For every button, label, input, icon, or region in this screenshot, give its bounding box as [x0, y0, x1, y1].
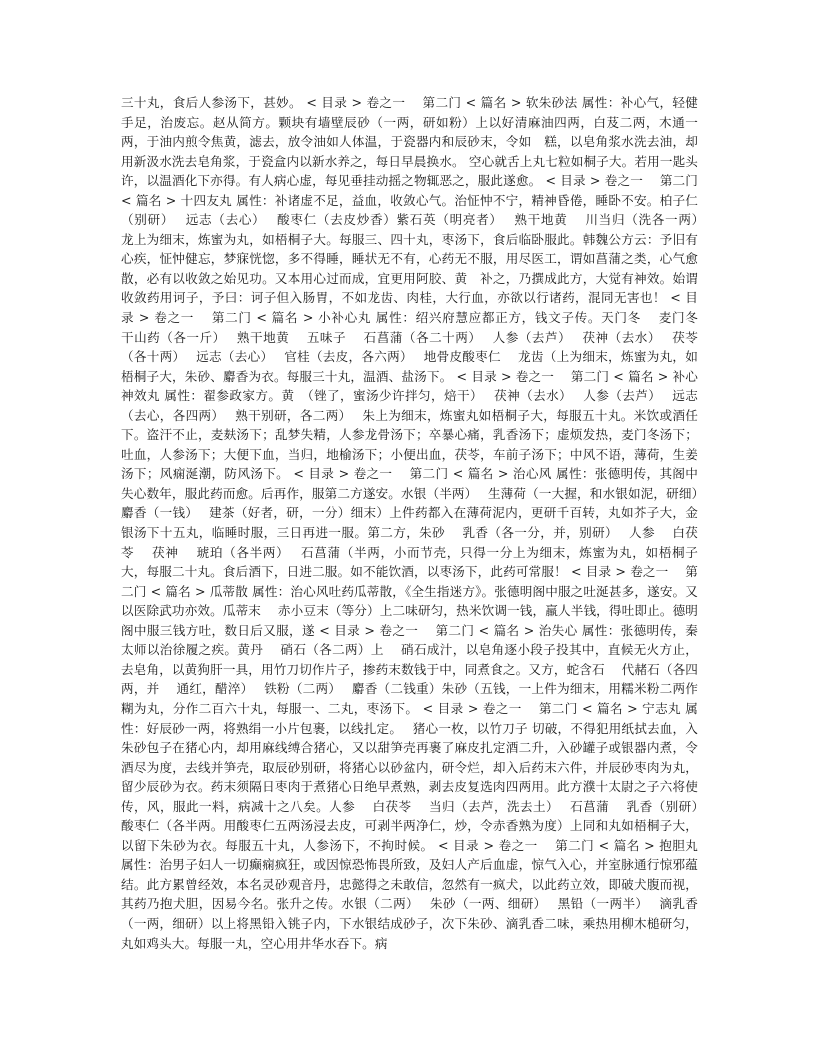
body-text: 三十丸，食后人参汤下，甚妙。 < 目录 > 卷之一 第二门 < 篇名 > 软朱砂法 属性：补心气，轻健手足，治废忘。赵从简方。颗块有墙壁辰砂（一两，研如粉）上以好清麻油四两，白芨二两，木通一两，于油内煎令焦黄，滤去，放令油如人体温，于瓷器内和辰砂末，令如 糕，以皂角浆水洗去油，却用新汲水洗去皂角浆，于瓷盒内以新水养之，每日早晨换水。 空心就舌上丸七粒如桐子大。若用一匙头许，以温酒化下亦得。有人病心虚，每见垂挂动摇之物辄恶之，服此遂愈。 < 目录 > 卷之一 第二门 < 篇名 > 十四友丸 属性：补诸虚不足，益血，收敛心气。治怔忡不宁，精神昏倦，睡卧不安。柏子仁（别研） 远志（去心） 酸枣仁（去皮炒香）紫石英（明亮者） 熟干地黄 川当归（洗各一两） 龙上为细末，炼蜜为丸，如梧桐子大。每服三、四十丸，枣汤下，食后临卧服此。韩魏公方云：予旧有心疾，怔忡健忘，梦寐恍惚，多不得睡，睡状无不有，心药无不服，用尽医工，谓如菖蒲之类，心气愈散，必有以收敛之始见功。又本用心过而成，宜更用阿胶、黄 补之，乃撰成此方，大觉有神效。始谓收敛药用诃子，予曰：诃子但入肠胃，不如龙齿、肉桂，大行血，亦欲以行诸药，混同无害也！ < 目录 > 卷之一 第二门 < 篇名 > 小补心丸 属性：绍兴府慧应都正方，钱文子传。天门冬 麦门冬 干山药（各一斤） 熟干地黄 五味子 石菖蒲（各二十两） 人参（去芦） 茯神（去水） 茯苓（各十两） 远志（去心） 官桂（去皮，各六两） 地骨皮酸枣仁 龙齿（上为细末，炼蜜为丸，如梧桐子大，朱砂、麝香为衣。每服三十丸，温酒、盐汤下。 < 目录 > 卷之一 第二门 < 篇名 > 补心神效丸 属性：翟参政家方。黄 （锉了，蜜汤少许拌匀，焙干） 茯神（去水） 人参（去芦） 远志（去心，各四两） 熟干别研，各二两） 朱上为细末，炼蜜丸如梧桐子大，每服五十丸。米饮或酒任下。盗汗不止，麦麸汤下；乱梦失精，人参龙骨汤下；卒暴心痛，乳香汤下；虚烦发热，麦门冬汤下；吐血，人参汤下；大便下血，当归，地榆汤下；小便出血，茯苓，车前子汤下；中风不语，薄荷，生姜汤下；风痫涎潮，防风汤下。 < 目录 > 卷之一 第二门 < 篇名 > 治心风 属性：张德明传，其阁中失心数年，服此药而愈。后再作，服第二方遂安。水银（半两） 生薄荷（一大握，和水银如泥，研细） 麝香（一钱） 建茶（好者，研，一分）细末）上件药都入在薄荷泥内，更研千百转，丸如芥子大，金银汤下十五丸，临睡时服，三日再进一服。第二方，朱砂 乳香（各一分，并，别研） 人参 白茯苓 茯神 琥珀（各半两） 石菖蒲（半两，小而节壳，只得一分上为细末，炼蜜为丸，如梧桐子大，每服二十丸。食后酒下，日进二服。如不能饮酒，以枣汤下，此药可常服！ < 目录 > 卷之一 第二门 < 篇名 > 瓜蒂散 属性：治心风吐药瓜蒂散，《全生指迷方》。张德明阁中服之吐涎甚多，遂安。又以医除武功亦效。瓜蒂末 赤小豆末（等分）上二味研匀，热米饮调一钱，羸人半钱，得吐即止。德明阁中服三钱方吐，数日后又服，遂 < 目录 > 卷之一 第二门 < 篇名 > 治失心 属性：张德明传，秦太师以治徐履之疾。黄丹 硝石（各二两）上 硝石成汁，以皂角逐小段子投其中，直候无火方止，去皂角，以黄狗肝一具，用竹刀切作片子，掺药末数钱于中，同煮食之。又方，蛇含石 代赭石（各四两，并 通红，醋淬） 铁粉（二两） 麝香（二钱重）朱砂（五钱，一上件为细末，用糯米粉二两作糊为丸，分作二百六十丸，每服一、二丸，枣汤下。 < 目录 > 卷之一 第二门 < 篇名 > 宁志丸 属性：好辰砂一两，将熟绢一小片包裹，以线扎定。 猪心一枚，以竹刀子 切破，不得犯用纸拭去血，入朱砂包子在猪心内，却用麻线缚合猪心，又以甜笋壳再裹了麻皮扎定酒二升，入砂罐子或银器内煮，令酒尽为度，去线并笋壳，取辰砂别研，将猪心以砂盆内，研令烂，却入后药末六件，并辰砂枣肉为丸，留少辰砂为衣。药末须隔日枣肉于煮猪心日绝早煮熟，剥去皮复选肉四两用。此方濮十太尉之子六将使传，风，服此一料，病减十之八矣。人参 白茯苓 当归（去芦，洗去土） 石菖蒲 乳香（别研） 酸枣仁（各半两。用酸枣仁五两汤浸去皮，可剥半两净仁，炒，令赤香熟为度）上同和丸如梧桐子大，以留下朱砂为衣。每服五十丸，人参汤下，不拘时候。 < 目录 > 卷之一 第二门 < 篇名 > 抱胆丸 属性：治男子妇人一切癫痫疯狂，或因惊恐怖畏所致，及妇人产后血虚，惊气入心，并室脉通行惊邪蕴结。此方累曾经效，本名灵砂观音丹，忠懿得之未敢信，忽然有一疯犬，以此药立效，即破犬腹而视，其药乃抱犬胆，因易今名。张升之传。水银（二两） 朱砂（一两、细研） 黑铅（一两半） 滴乳香（一两，细研）以上将黑铅入铫子内，下水银结成砂子，次下朱砂、滴乳香二味，乘热用柳木槌研匀，丸如鸡头大。每服一丸，空心用井华水吞下。病: [121, 95, 715, 951]
document-page: [121, 93, 715, 953]
